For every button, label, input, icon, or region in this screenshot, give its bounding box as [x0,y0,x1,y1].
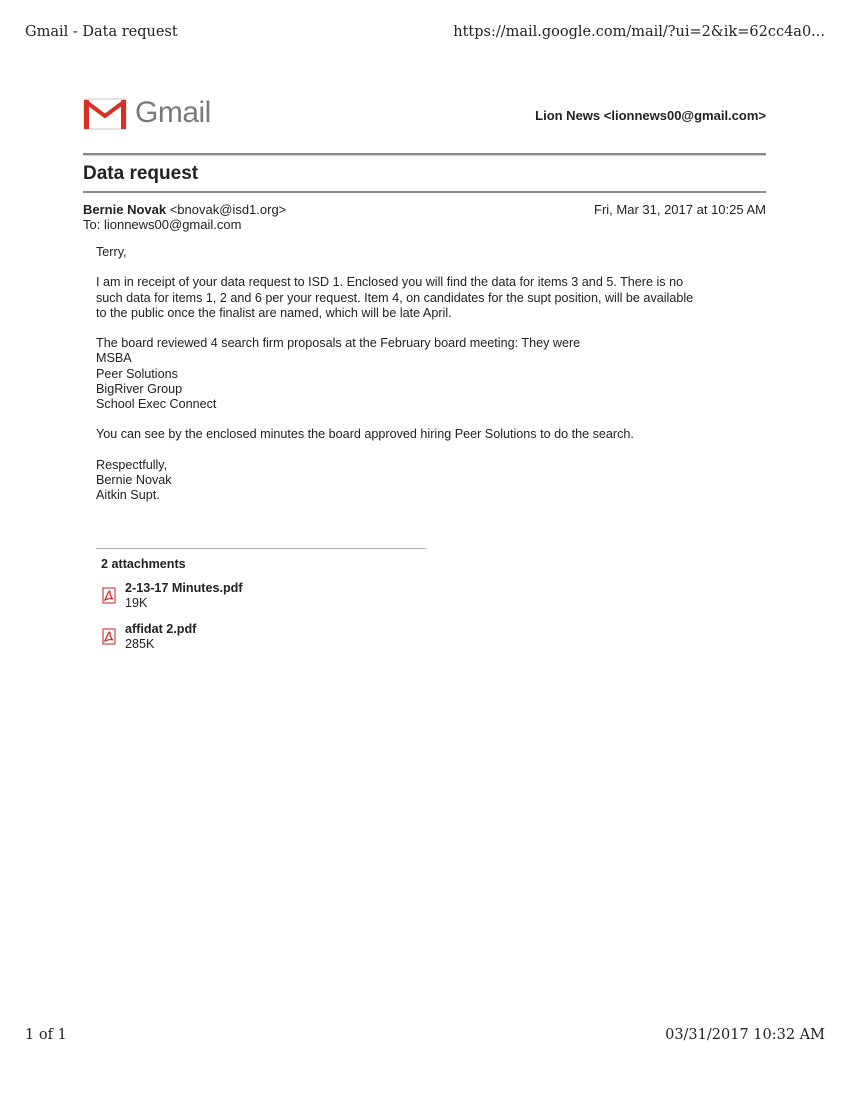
body-line: The board reviewed 4 search firm proposals at the February board meeting: They were [96,336,581,351]
attachment-info [125,581,243,611]
gmail-logo [83,97,211,131]
paragraph-2 [96,336,756,412]
firm-list-item: School Exec Connect [96,397,217,411]
print-footer [25,1027,825,1043]
closing-line: Respectfully, [96,457,168,472]
sender-email: <bnovak@isd1.org> [169,202,287,217]
body-line: I am in receipt of your data request to ISD 1. Enclosed you will find the data for items 3 and 5. There is no [96,275,684,290]
print-header [25,24,825,40]
sender [83,202,286,217]
attachment-name[interactable]: 2-13-17 Minutes.pdf [125,581,243,595]
closing-line: Bernie Novak [96,472,172,487]
paragraph-3: You can see by the enclosed minutes the board approved hiring Peer Solutions to do the search. [96,427,634,442]
print-url: https://mail.google.com/mail/?ui=2&ik=62cc4a0... [453,24,825,40]
attachments-count: 2 attachments [101,557,186,571]
body-line: to the public once the finalist are named, which will be late April. [96,305,452,320]
message-body [96,245,756,519]
subject-divider [83,191,766,193]
gmail-wordmark: Gmail [135,96,211,129]
attachments-section [96,548,426,652]
page-count: 1 of 1 [25,1027,67,1043]
header-divider [83,153,766,156]
attachment-item[interactable] [101,581,426,611]
attachment-size: 285K [125,637,155,651]
email-page [83,95,766,651]
account-label: Lion News <lionnews00@gmail.com> [535,108,766,123]
firm-list-item: MSBA [96,351,132,366]
pdf-file-icon [101,587,118,604]
attachments-divider [96,548,426,549]
sender-name: Bernie Novak [83,202,167,217]
recipient: To: lionnews00@gmail.com [83,217,242,232]
paragraph-1 [96,275,756,321]
greeting: Terry, [96,245,127,259]
attachment-item[interactable] [101,622,426,652]
body-line: such data for items 1, 2 and 6 per your request. Item 4, on candidates for the supt position, will be available [96,290,694,305]
closing [96,458,756,504]
attachment-name[interactable]: affidat 2.pdf [125,622,197,636]
message-date: Fri, Mar 31, 2017 at 10:25 AM [594,202,766,217]
print-page-title: Gmail - Data request [25,24,178,40]
message-meta [83,202,766,232]
firm-list-item: Peer Solutions [96,366,178,381]
firm-list-item: BigRiver Group [96,381,183,396]
subject-heading: Data request [83,163,199,184]
pdf-file-icon [101,628,118,645]
top-bar [83,95,766,131]
closing-line: Aitkin Supt. [96,488,160,503]
attachment-info [125,622,196,652]
attachment-size: 19K [125,596,148,610]
print-timestamp: 03/31/2017 10:32 AM [665,1027,825,1043]
gmail-envelope-icon [83,98,127,130]
